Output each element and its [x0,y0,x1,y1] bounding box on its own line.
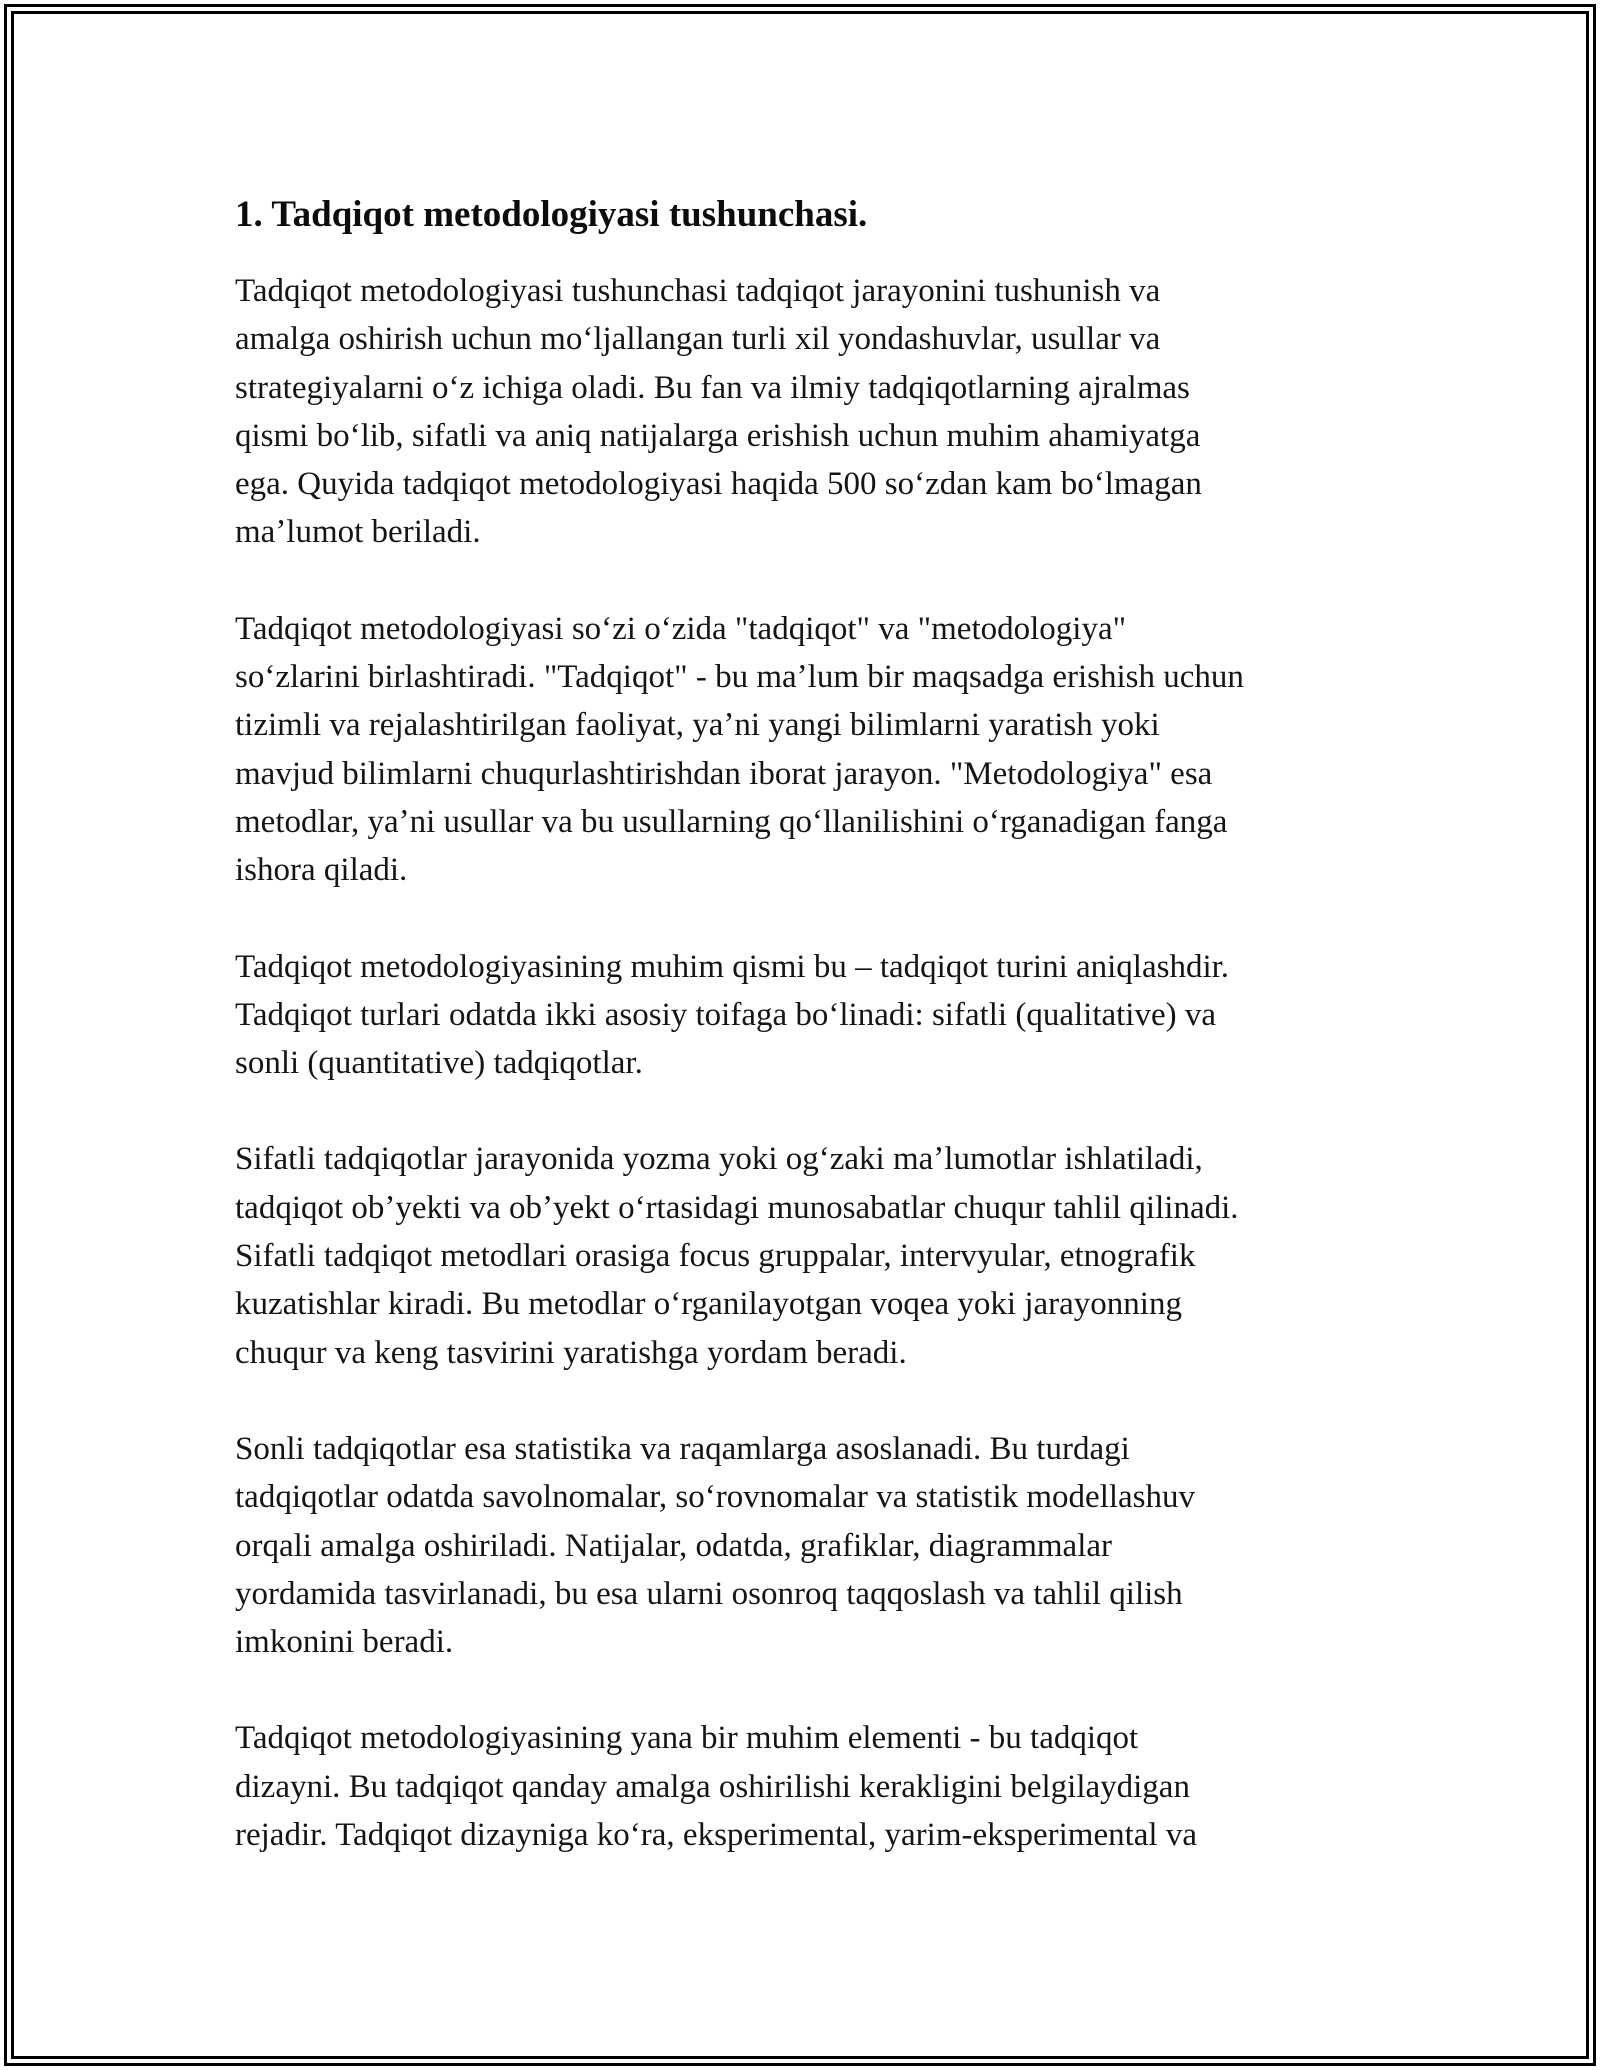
text-line: Tadqiqot metodologiyasining yana bir muhim elementi - bu tadqiqot [235,1720,1139,1757]
text-line: imkonini beradi. [235,1624,454,1661]
text-line: Tadqiqot turlari odatda ikki asosiy toifaga boʻlinadi: sifatli (qualitative) va [235,996,1217,1033]
text-line: Sonli tadqiqotlar esa statistika va raqamlarga asoslanadi. Bu turdagi [235,1430,1130,1467]
text-line: Tadqiqot metodologiyasining muhim qismi bu – tadqiqot turini aniqlashdir. [235,948,1230,985]
text-line: dizayni. Bu tadqiqot qanday amalga oshirilishi kerakligini belgilaydigan [235,1768,1190,1805]
text-line: ega. Quyida tadqiqot metodologiyasi haqida 500 soʻzdan kam boʻlmagan [235,466,1202,503]
paragraph-qualitative [235,1135,1375,1376]
text-line: qismi boʻlib, sifatli va aniq natijalarga erishish uchun muhim ahamiyatga [235,417,1201,454]
text-line: tizimli va rejalashtirilgan faoliyat, yaʼni yangi bilimlarni yaratish yoki [235,707,1160,744]
paragraph-research-types [235,943,1375,1088]
text-line: Tadqiqot metodologiyasi tushunchasi tadqiqot jarayonini tushunish va [235,273,1161,309]
text-line: sonli (quantitative) tadqiqotlar. [235,1045,643,1082]
text-line: kuzatishlar kiradi. Bu metodlar oʻrganilayotgan voqea yoki jarayonning [235,1286,1182,1323]
text-line: Sifatli tadqiqotlar jarayonida yozma yoki ogʻzaki maʼlumotlar ishlatiladi, [235,1141,1203,1178]
text-line: Tadqiqot metodologiyasi soʻzi oʻzida "tadqiqot" va "metodologiya" [235,610,1127,647]
paragraph-intro [235,267,1375,557]
paragraph-quantitative [235,1425,1375,1666]
text-line: tadqiqotlar odatda savolnomalar, soʻrovnomalar va statistik modellashuv [235,1479,1196,1516]
paragraph-research-design [235,1714,1375,1859]
document-body [235,185,1375,1907]
text-line: maʼlumot beriladi. [235,514,481,551]
text-line: ishora qiladi. [235,852,408,889]
text-line: amalga oshirish uchun moʻljallangan turli xil yondashuvlar, usullar va [235,321,1161,358]
text-line: rejadir. Tadqiqot dizayniga koʻra, eksperimental, yarim-eksperimental va [235,1817,1197,1854]
paragraph-definition [235,605,1375,895]
text-line: mavjud bilimlarni chuqurlashtirishdan iborat jarayon. "Metodologiya" esa [235,755,1213,792]
text-line: chuqur va keng tasvirini yaratishga yordam beradi. [235,1334,907,1371]
text-line: soʻzlarini birlashtiradi. "Tadqiqot" - bu maʼlum bir maqsadga erishish uchun [235,659,1244,696]
text-line: strategiyalarni oʻz ichiga oladi. Bu fan va ilmiy tadqiqotlarning ajralmas [235,369,1190,406]
text-line: Sifatli tadqiqot metodlari orasiga focus gruppalar, intervyular, etnografik [235,1238,1196,1275]
text-line: yordamida tasvirlanadi, bu esa ularni osonroq taqqoslash va tahlil qilish [235,1575,1183,1612]
text-line: metodlar, yaʼni usullar va bu usullarning qoʻllanilishini oʻrganadigan fanga [235,803,1228,840]
section-heading: 1. Tadqiqot metodologiyasi tushunchasi. [235,194,868,235]
text-line: tadqiqot obʼyekti va obʼyekt oʻrtasidagi munosabatlar chuqur tahlil qilinadi. [235,1189,1239,1226]
text-line: orqali amalga oshiriladi. Natijalar, odatda, grafiklar, diagrammalar [235,1527,1112,1564]
